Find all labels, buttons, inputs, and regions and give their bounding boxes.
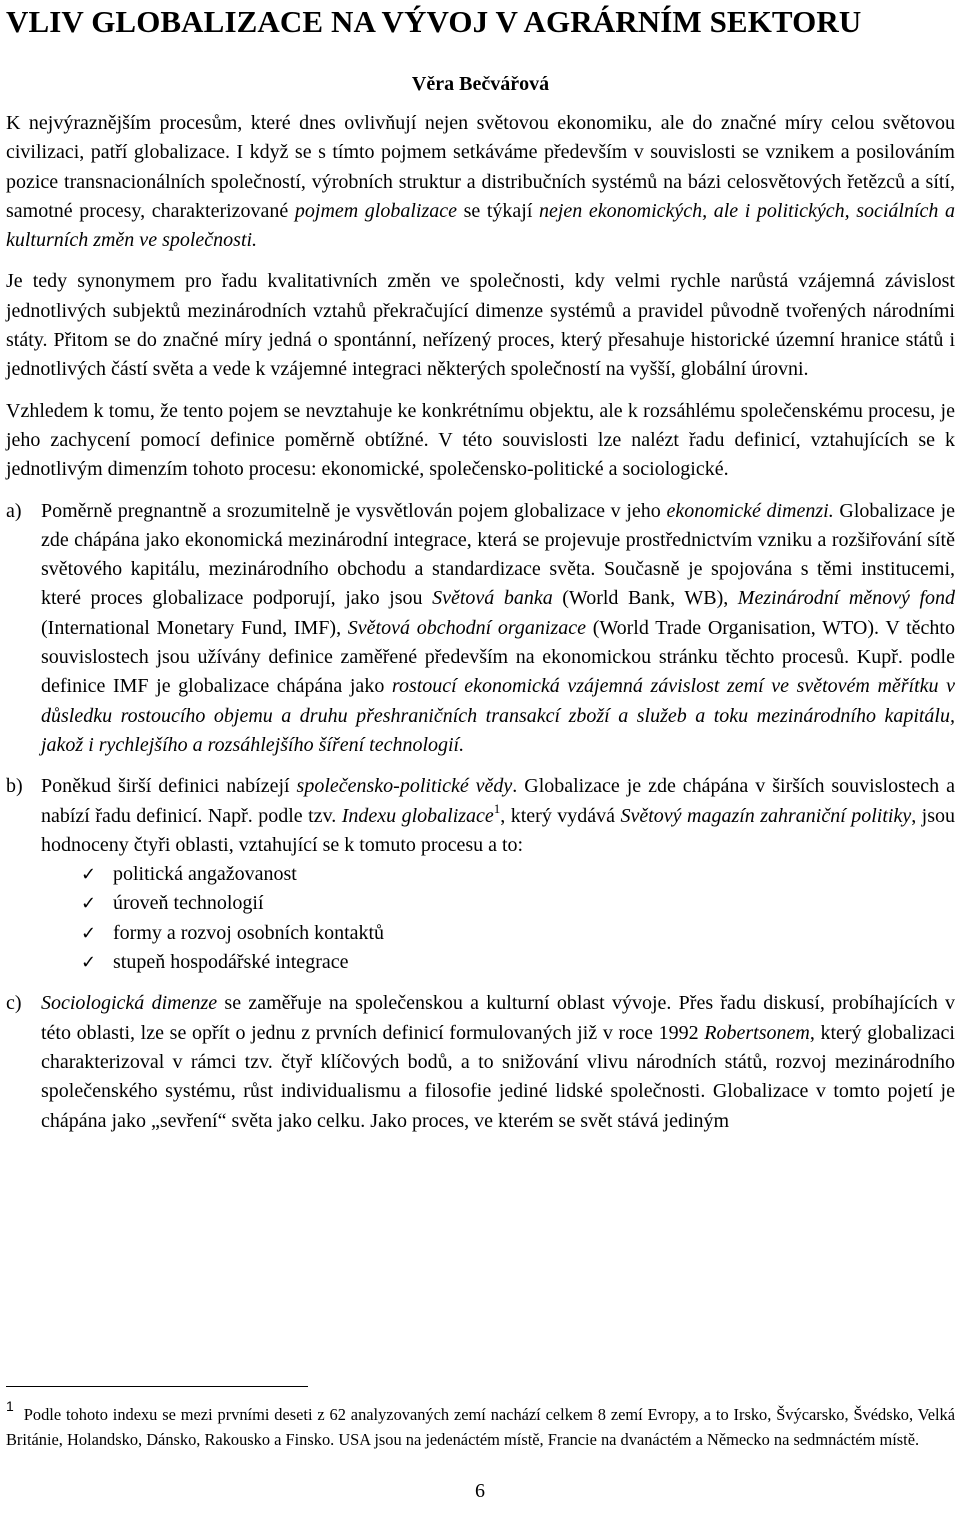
- text-run: Poměrně pregnantně a srozumitelně je vysvětlován pojem globalizace v jeho: [41, 499, 667, 522]
- text-run: (International Monetary Fund, IMF),: [41, 616, 348, 639]
- italic-run: Světová banka: [432, 587, 553, 610]
- paragraph-synonym: Je tedy synonymem pro řadu kvalitativních změn ve společnosti, kdy velmi rychle narůstá vzájemná závislost jednotlivých subjektů mezinárodních vztahů překračující dimenze systémů a pravidel původně tvořených národními státy. Přitom se do značné míry jedná o spontánní, neřízený proces, který přesahuje historické územní hranice států i jednotlivých částí světa a vede k vzájemné integraci některých společností na vyšší, globální úrovni.: [6, 270, 955, 381]
- document-title: VLIV GLOBALIZACE NA VÝVOJ V AGRÁRNÍM SEKTORU: [6, 4, 862, 39]
- italic-run: Robertsonem: [704, 1021, 810, 1044]
- paragraph-intro: [6, 109, 955, 255]
- list-body-a: [41, 497, 955, 761]
- checklist-item: [81, 919, 955, 948]
- list-item-c: [6, 989, 955, 1135]
- italic-run: pojmem globalizace: [294, 199, 458, 222]
- footnote-reference: 1: [493, 800, 501, 816]
- italic-run: Světový magazín zahraniční politiky: [620, 804, 912, 827]
- list-body-c: [41, 989, 955, 1135]
- list-item-b: [6, 772, 955, 977]
- checklist-item: [81, 860, 955, 889]
- text-run: K nejvýraznějším procesům, které dnes ovlivňují nejen světovou ekonomiku, ale do značné míry celou světovou civilizaci, patří globalizace. I když se s tímto pojmem setkáváme především v souvislosti se vznikem a posilováním pozice transnacionálních společností, výrobních struktur a distribučních systémů na bázi celosvětových řetězců a sítí, samotné procesy, charakterizované: [6, 112, 955, 222]
- italic-run: Sociologická dimenze: [41, 992, 218, 1015]
- text-run: Poněkud širší definici nabízejí: [41, 775, 297, 798]
- text-run: (World Trade Organisation, WTO). V těchto souvislostech jsou užívány definice zaměřené především na ekonomickou stránku těchto procesů. Kupř. podle definice IMF je globalizace chápána jako: [41, 616, 955, 698]
- footnote-mark: 1: [6, 1398, 14, 1414]
- checklist-item-label: politická angažovanost: [113, 863, 297, 886]
- text-run: (World Bank, WB),: [552, 587, 738, 610]
- italic-run: rostoucí ekonomická vzájemná závislost zemí ve světovém měřítku v důsledku rostoucího objemu a druhu přeshraničních transakcí zboží a služeb a toku mezinárodního kapitálu, jakož i rychlejšího a rozsáhlejšího šíření technologií.: [41, 675, 955, 756]
- footnote-separator: [6, 1386, 308, 1387]
- page-number: 6: [475, 1480, 485, 1502]
- checkmark-icon: ✓: [81, 864, 97, 886]
- author-name: Věra Bečvářová: [411, 73, 550, 95]
- list-item-a: [6, 497, 955, 761]
- checklist-item: [81, 889, 955, 918]
- checklist-item: [81, 948, 955, 977]
- footnote: [6, 1394, 955, 1452]
- italic-run: Indexu globalizace: [341, 804, 494, 827]
- checklist: [41, 860, 955, 977]
- italic-run: Světová obchodní organizace: [347, 616, 586, 639]
- paragraph-definitions: Vzhledem k tomu, že tento pojem se nevztahuje ke konkrétnímu objektu, ale k rozsáhlému společenskému procesu, je jeho zachycení pomocí definice poměrně obtížné. V této souvislosti lze nalézt řadu definicí, vztahujících se k jednotlivým dimenzím tohoto procesu: ekonomické, společensko-politické a sociologické.: [6, 399, 955, 481]
- text-run: . Globalizace je zde chápána v širších souvislostech a nabízí řadu definicí. Např. podle tzv.: [41, 775, 956, 827]
- footnote-text: Podle tohoto indexu se mezi prvními deseti z 62 analyzovaných zemí nachází celkem 8 zemí Evropy, a to Irsko, Švýcarsko, Švédsko, Velká Británie, Holandsko, Dánsko, Rakousko a Finsko. USA jsou na jedenáctém místě, Francie na dvanáctém a Německo na sedmnáctém místě.: [6, 1405, 955, 1449]
- checkmark-icon: ✓: [81, 922, 97, 944]
- list-letter: a): [6, 499, 22, 522]
- italic-run: ekonomické dimenzi.: [666, 499, 834, 522]
- checklist-item-label: úroveň technologií: [113, 892, 264, 915]
- checkmark-icon: ✓: [81, 893, 97, 915]
- list-body-b: [41, 772, 955, 977]
- italic-run: nejen ekonomických, ale i politických, sociálních a kulturních změn ve společnosti.: [6, 199, 956, 252]
- text-run: , který globalizaci charakterizoval v rámci tzv. čtyř klíčových bodů, a to snižování vlivu národních států, rozvoj mezinárodního společenského systému, růst individualismu a filosofie jediné lidské společnosti. Globalizace v tomto pojetí je chápána jako „sevření“ světa jako celku. Jako proces, ve kterém se svět stává jediným: [41, 1021, 955, 1132]
- italic-run: Mezinárodní měnový fond: [737, 587, 956, 610]
- text-run: Globalizace je zde chápána jako ekonomická mezinárodní integrace, která se projevuje prostřednictvím vzniku a rozšiřování sítě světového kapitálu, mezinárodního obchodu a standardizace světa. Současně je spojována s těmi institucemi, které proces globalizace podporují, jako jsou: [41, 499, 955, 610]
- list-letter: b): [6, 775, 23, 798]
- text-run: se zaměřuje na společenskou a kulturní oblast vývoje. Přes řadu diskusí, probíhajících v této oblasti, lze se opřít o jednu z prvních definicí formulovaných již v roce 1992: [41, 992, 955, 1044]
- text-run: , který vydává: [500, 804, 621, 827]
- list-letter: c): [6, 992, 22, 1015]
- text-run: se týkají: [457, 199, 539, 222]
- text-run: , jsou hodnoceny čtyři oblasti, vztahující se k tomuto procesu a to:: [41, 804, 956, 856]
- checklist-item-label: stupeň hospodářské integrace: [113, 951, 349, 974]
- checkmark-icon: ✓: [81, 952, 97, 974]
- italic-run: společensko-politické vědy: [296, 775, 513, 798]
- checklist-item-label: formy a rozvoj osobních kontaktů: [113, 921, 385, 944]
